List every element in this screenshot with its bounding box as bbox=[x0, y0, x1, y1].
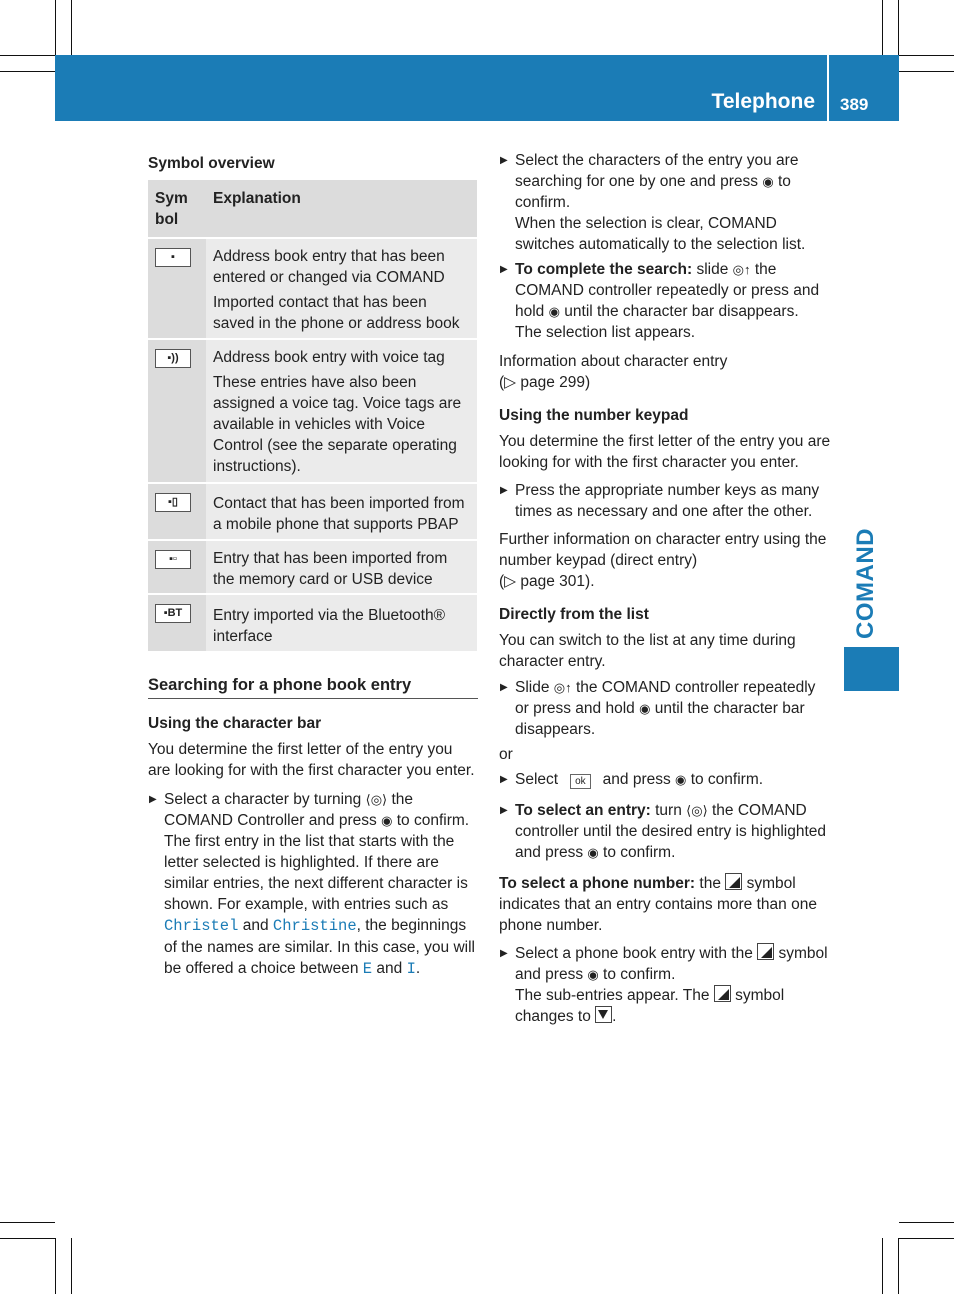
step-text: the COMAND Controller and press bbox=[164, 791, 413, 829]
rotate-controller-icon: ⟨◎⟩ bbox=[365, 792, 388, 807]
paragraph-text: Information about character entry bbox=[499, 353, 728, 370]
table-row bbox=[148, 339, 477, 483]
section-title: Searching for a phone book entry bbox=[148, 675, 478, 699]
table-cell: Imported contact that has been saved in the phone or address book bbox=[213, 294, 460, 332]
example-text: E bbox=[362, 960, 373, 978]
step-text: until the character bar disappears. bbox=[515, 700, 805, 738]
crop-mark bbox=[898, 0, 899, 55]
paragraph bbox=[499, 873, 831, 936]
rotate-controller-icon: ⟨◎⟩ bbox=[686, 803, 708, 818]
press-controller-icon: ◉ bbox=[587, 967, 599, 982]
example-text: Christine bbox=[272, 917, 357, 935]
person-voice-tag-icon: ▪)) bbox=[155, 349, 191, 368]
paragraph: You can switch to the list at any time during character entry. bbox=[499, 632, 796, 670]
crop-mark bbox=[55, 0, 56, 55]
step-text: the COMAND controller repeatedly or press and hold bbox=[515, 261, 820, 320]
step-text: Select a phone book entry with the bbox=[515, 945, 753, 962]
page-reference: (▷ page 299) bbox=[499, 374, 591, 391]
right-column bbox=[499, 150, 831, 1027]
step-text: The sub-entries appear. The bbox=[515, 987, 710, 1004]
paragraph: You determine the first letter of the entry you are looking for with the first character you enter. bbox=[148, 741, 475, 779]
paragraph-label: To select a phone number: bbox=[499, 875, 696, 892]
slide-controller-icon: ◎↑ bbox=[553, 680, 572, 695]
press-controller-icon: ◉ bbox=[762, 174, 774, 189]
paragraph: or bbox=[499, 746, 513, 763]
step-text: the COMAND controller until the desired entry is highlighted and press bbox=[515, 802, 827, 861]
step-text: and bbox=[376, 960, 403, 977]
crop-mark bbox=[71, 1238, 72, 1294]
paragraph bbox=[499, 529, 831, 592]
instruction-step bbox=[499, 800, 831, 863]
table-row bbox=[148, 483, 477, 540]
expanded-icon bbox=[595, 1006, 612, 1023]
crop-mark bbox=[0, 71, 55, 72]
table-cell: Address book entry that has been entered or changed via COMAND bbox=[213, 248, 445, 286]
column-header-explanation: Explanation bbox=[206, 180, 477, 238]
step-text: Select bbox=[515, 771, 559, 788]
instruction-step bbox=[148, 789, 478, 980]
page-header bbox=[55, 55, 899, 121]
instruction-step bbox=[499, 150, 831, 255]
instruction-step bbox=[499, 769, 831, 790]
page-number: 389 bbox=[840, 95, 869, 114]
more-numbers-icon bbox=[714, 985, 731, 1002]
step-text: slide bbox=[696, 261, 729, 278]
step-text: . bbox=[415, 960, 421, 977]
step-text: and press bbox=[602, 771, 671, 788]
table-cell: Contact that has been imported from a mobile phone that supports PBAP bbox=[213, 495, 465, 533]
instruction-step bbox=[499, 480, 831, 522]
step-text: to confirm. bbox=[515, 173, 791, 211]
more-numbers-icon bbox=[725, 873, 742, 890]
paragraph-text: Further information on character entry using the number keypad (direct entry) bbox=[499, 531, 827, 569]
step-text: to confirm. bbox=[603, 844, 676, 861]
header-divider bbox=[827, 55, 829, 121]
press-controller-icon: ◉ bbox=[381, 813, 393, 828]
symbol-overview-heading: Symbol overview bbox=[148, 155, 275, 172]
crop-mark bbox=[0, 55, 55, 56]
step-label: To complete the search: bbox=[515, 261, 693, 278]
table-cell: Entry that has been imported from the memory card or USB device bbox=[213, 550, 448, 588]
crop-mark bbox=[899, 55, 954, 56]
left-column bbox=[148, 150, 478, 980]
step-text: the COMAND controller repeatedly or press and hold bbox=[515, 679, 816, 717]
crop-mark bbox=[899, 1222, 954, 1223]
crop-mark bbox=[0, 1238, 55, 1239]
person-mobile-icon: ▪▯ bbox=[155, 493, 191, 512]
more-numbers-icon bbox=[757, 943, 774, 960]
step-text: Select the characters of the entry you are searching for one by one and press bbox=[515, 152, 799, 190]
table-row bbox=[148, 540, 477, 594]
instruction-step bbox=[499, 943, 831, 1027]
table-cell: These entries have also been assigned a voice tag. Voice tags are available in vehicles with Voice Control (see the separate operating instructions). bbox=[213, 374, 462, 475]
step-text: The selection list appears. bbox=[515, 324, 696, 341]
press-controller-icon: ◉ bbox=[675, 772, 687, 787]
paragraph bbox=[499, 351, 831, 393]
step-text: symbol changes to bbox=[515, 987, 785, 1025]
step-text: . bbox=[612, 1008, 617, 1025]
step-text: until the character bar disappears. bbox=[564, 303, 799, 320]
paragraph-text: symbol indicates that an entry contains more than one phone number. bbox=[499, 875, 817, 934]
person-memory-card-icon: ▪▫ bbox=[155, 550, 191, 569]
crop-mark bbox=[55, 1238, 56, 1294]
paragraph: You determine the first letter of the entry you are looking for with the first character you enter. bbox=[499, 433, 831, 471]
table-cell: Address book entry with voice tag bbox=[213, 349, 445, 366]
page-reference: (▷ page 301). bbox=[499, 573, 595, 590]
crop-mark bbox=[899, 71, 954, 72]
step-text: to confirm. bbox=[396, 812, 470, 829]
ok-symbol: ok bbox=[570, 774, 591, 789]
paragraph-text: the bbox=[699, 875, 721, 892]
crop-mark bbox=[882, 1238, 883, 1294]
step-text: turn bbox=[655, 802, 682, 819]
instruction-step bbox=[499, 259, 831, 343]
press-controller-icon: ◉ bbox=[548, 304, 560, 319]
step-text: Select a character by turning bbox=[164, 791, 362, 808]
press-controller-icon: ◉ bbox=[639, 701, 651, 716]
step-text: When the selection is clear, COMAND switches automatically to the selection list. bbox=[515, 215, 806, 253]
step-text: to confirm. bbox=[690, 771, 764, 788]
symbol-table bbox=[148, 180, 477, 651]
step-text: Slide bbox=[515, 679, 550, 696]
crop-mark bbox=[882, 0, 883, 55]
crop-mark bbox=[898, 1238, 899, 1294]
table-header-row bbox=[148, 180, 477, 238]
column-header-symbol: Sym bol bbox=[148, 180, 206, 238]
person-bluetooth-icon: ▪BT bbox=[155, 604, 191, 623]
page-title: Telephone bbox=[711, 90, 815, 113]
side-tab-marker bbox=[844, 647, 899, 691]
person-icon: ▪ bbox=[155, 248, 191, 267]
step-label: To select an entry: bbox=[515, 802, 651, 819]
subheading-character-bar: Using the character bar bbox=[148, 715, 322, 732]
step-text: Press the appropriate number keys as many times as necessary and one after the other. bbox=[515, 482, 820, 520]
table-row bbox=[148, 238, 477, 339]
press-controller-icon: ◉ bbox=[587, 845, 599, 860]
crop-mark bbox=[71, 0, 72, 55]
subheading-from-list: Directly from the list bbox=[499, 606, 649, 623]
slide-controller-icon: ◎↑ bbox=[732, 262, 751, 277]
side-tab bbox=[841, 530, 891, 640]
side-tab-label: COMAND bbox=[852, 528, 879, 639]
example-text: I bbox=[406, 960, 416, 978]
subheading-number-keypad: Using the number keypad bbox=[499, 407, 689, 424]
crop-mark bbox=[899, 1238, 954, 1239]
step-text: The first entry in the list that starts with the letter selected is highlighted. If there are similar entries, the next different character is shown. For example, with entries such as bbox=[164, 833, 468, 913]
step-text: , the beginnings of the names are similar. In this case, you will be offered a choice between bbox=[164, 917, 475, 977]
instruction-step bbox=[499, 677, 831, 740]
crop-mark bbox=[0, 1222, 55, 1223]
step-text: symbol and press bbox=[515, 945, 828, 983]
table-cell: Entry imported via the Bluetooth® interface bbox=[213, 607, 445, 645]
step-text: to confirm. bbox=[603, 966, 676, 983]
step-text: and bbox=[242, 917, 269, 934]
example-text: Christel bbox=[164, 917, 239, 935]
table-row bbox=[148, 594, 477, 651]
